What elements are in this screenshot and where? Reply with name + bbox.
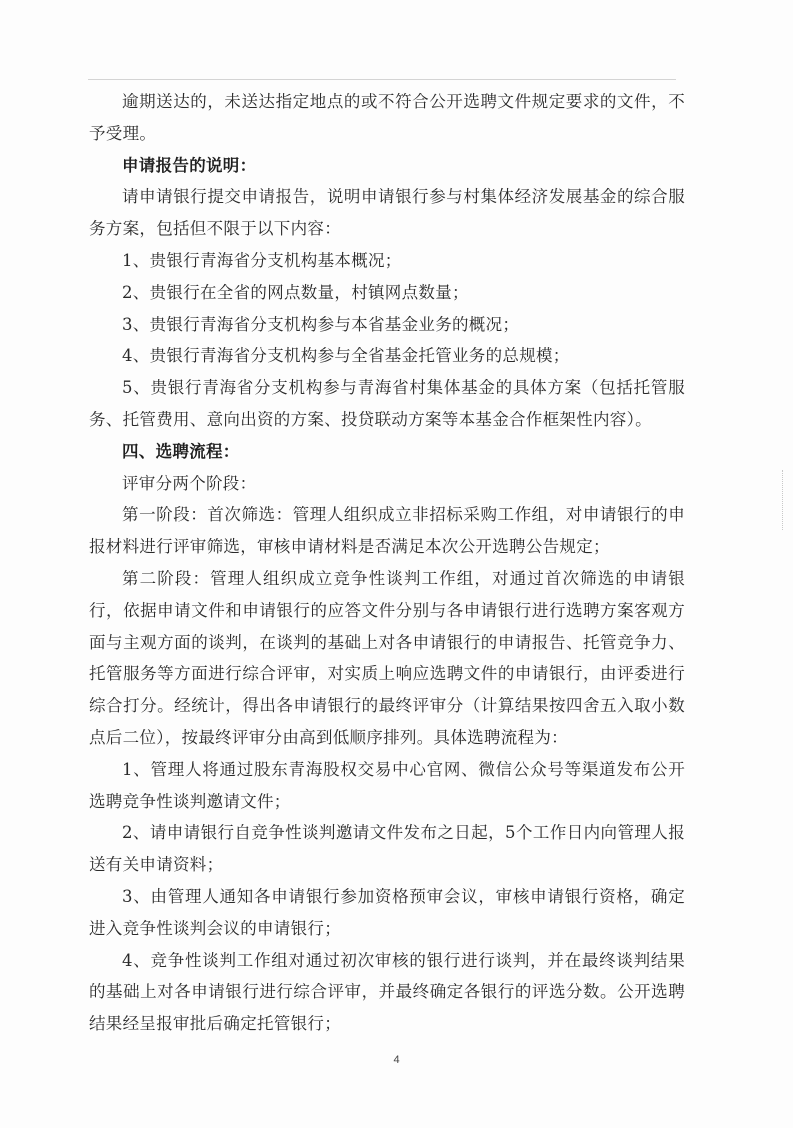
list-item: 2、贵银行在全省的网点数量，村镇网点数量； xyxy=(122,282,469,302)
list-item: 3、贵银行青海省分支机构参与本省基金业务的概况； xyxy=(122,314,520,334)
paragraph-report-intro: 请申请银行提交申请报告，说明申请银行参与村集体经济发展基金的综合服务方案，包括但不限于以下内容： xyxy=(89,187,685,239)
list-item: 4、贵银行青海省分支机构参与全省基金托管业务的总规模； xyxy=(122,346,570,366)
document-body xyxy=(89,86,685,1040)
paragraph-stage-one: 第一阶段：首次筛选：管理人组织成立非招标采购工作组，对申请银行的申报材料进行评审筛选，审核申请材料是否满足本次公开选聘公告规定； xyxy=(89,505,685,557)
list-item: 5、贵银行青海省分支机构参与青海省村集体基金的具体方案（包括托管服务、托管费用、意向出资的方案、投贷联动方案等本基金合作框架性内容）。 xyxy=(89,378,685,429)
paragraph-stage-two: 第二阶段：管理人组织成立竞争性谈判工作组，对通过首次筛选的申请银行，依据申请文件和申请银行的应答文件分别与各申请银行进行选聘方案客观方面与主观方面的谈判，在谈判的基础上对各申请银行的申请报告、托管竞争力、托管服务等方面进行综合评审，对实质上响应选聘文件的申请银行，由评委进行综合打分。经统计，得出各申请银行的最终评审分（计算结果按四舍五入取小数点后二位），按最终评审分由高到低顺序排列。具体选聘流程为： xyxy=(89,568,685,747)
list-item: 1、管理人将通过股东青海股权交易中心官网、微信公众号等渠道发布公开选聘竞争性谈判邀请文件； xyxy=(89,759,685,811)
paragraph-review-stages: 评审分两个阶段： xyxy=(122,473,257,493)
list-item: 2、请申请银行自竞争性谈判邀请文件发布之日起，5个工作日内向管理人报送有关申请资料； xyxy=(89,823,685,875)
list-item: 4、竞争性谈判工作组对通过初次审核的银行进行谈判，并在最终谈判结果的基础上对各申请银行进行综合评审，并最终确定各银行的评选分数。公开选聘结果经呈报审批后确定托管银行； xyxy=(89,950,685,1034)
section-heading-selection-process: 四、选聘流程： xyxy=(122,441,240,461)
section-heading-report-notes: 申请报告的说明： xyxy=(122,155,257,175)
header-rule xyxy=(88,79,676,80)
paragraph-late-submission: 逾期送达的，未送达指定地点的或不符合公开选聘文件规定要求的文件，不予受理。 xyxy=(89,92,685,143)
scan-mark xyxy=(782,470,785,530)
list-item: 1、贵银行青海省分支机构基本概况； xyxy=(122,250,402,270)
page-number: 4 xyxy=(393,1054,400,1066)
list-item: 3、由管理人通知各申请银行参加资格预审会议，审核申请银行资格，确定进入竞争性谈判会议的申请银行； xyxy=(89,886,685,938)
